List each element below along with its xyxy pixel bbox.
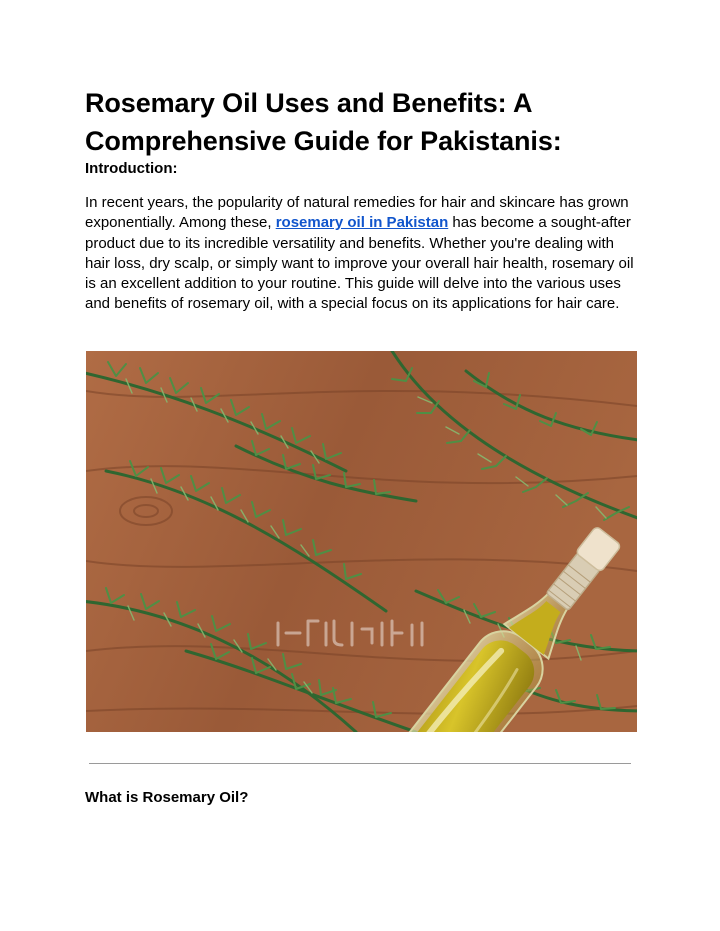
intro-paragraph bbox=[85, 193, 635, 315]
intro-text-before-link: In recent years, the popularity of natural remedies for hair and skincare has grown exponentially. Among these, bbox=[85, 194, 629, 232]
what-is-rosemary-oil-heading: What is Rosemary Oil? bbox=[85, 789, 249, 806]
intro-text-after-link: has become a sought-after product due to its incredible versatility and benefits. Whether you're dealing with hair loss, dry scalp, or simply want to improve your overall hair health, rosemary oil is an excellent addition to your routine. This guide will delve into the various uses and benefits of rosemary oil, with a special focus on its applications for hair care. bbox=[85, 214, 634, 313]
horizontal-rule bbox=[89, 763, 631, 764]
wood-background bbox=[86, 351, 637, 732]
page-title: Rosemary Oil Uses and Benefits: A Comprehensive Guide for Pakistanis: bbox=[85, 88, 562, 156]
rosemary-oil-link[interactable]: rosemary oil in Pakistan bbox=[275, 214, 449, 232]
rosemary-oil-bottle-image bbox=[86, 351, 637, 732]
introduction-heading: Introduction: bbox=[85, 160, 178, 177]
